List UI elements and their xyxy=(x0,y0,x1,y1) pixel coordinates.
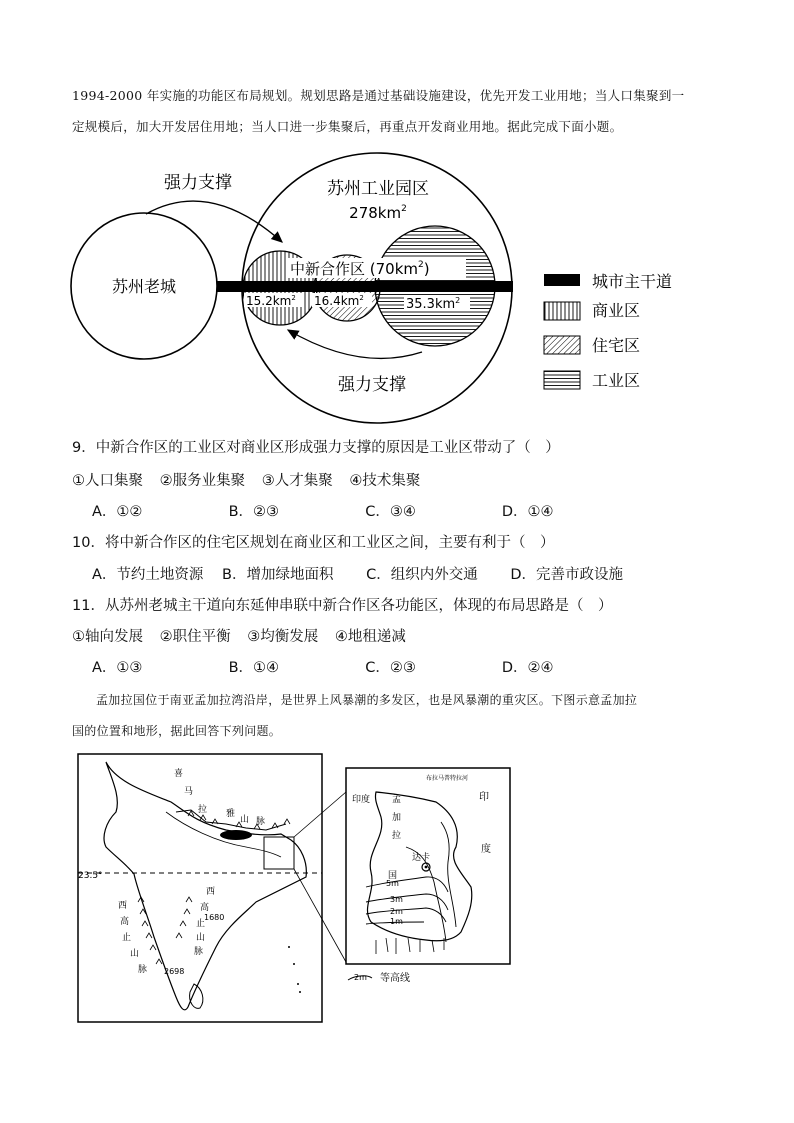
himalaya-char-2: 马 xyxy=(184,787,194,797)
question-9-items xyxy=(72,469,420,490)
legend-commercial-swatch xyxy=(544,302,580,320)
eg-char-1: 西 xyxy=(206,887,216,897)
contour-legend-value: 2m xyxy=(354,973,367,982)
legend-road-swatch xyxy=(544,274,580,286)
q10-choice-a[interactable]: A．节约土地资源 xyxy=(92,567,204,583)
contour-3m: 3m xyxy=(390,895,403,904)
support-arrow-top xyxy=(146,201,282,242)
q9-choice-c[interactable]: C．③④ xyxy=(365,504,416,520)
q9-choice-d[interactable]: D．①④ xyxy=(501,504,554,520)
bangladesh-map xyxy=(76,752,516,1026)
intro2-line-2: 国的位置和地形，据此回答下列问题。 xyxy=(72,724,282,738)
himalaya-char-6: 脉 xyxy=(256,817,266,827)
park-area: $278km^2$ xyxy=(349,204,407,222)
main-road xyxy=(217,281,513,292)
himalaya-massif xyxy=(220,830,252,840)
contour-2m: 2m xyxy=(390,907,403,916)
intro2-paragraph xyxy=(72,685,724,747)
bd-char-3: 拉 xyxy=(392,831,402,841)
wg-char-1: 西 xyxy=(118,901,128,911)
q11-item-1: ①轴向发展 xyxy=(72,629,143,645)
q9-item-4: ④技术集聚 xyxy=(349,473,421,489)
bd-char-2: 加 xyxy=(392,813,402,823)
question-11-items xyxy=(72,625,406,646)
industrial-area-label: $35.3km^2$ xyxy=(406,296,461,312)
himalaya-char-1: 喜 xyxy=(174,769,184,779)
contour-1m: 1m xyxy=(390,917,403,926)
zone-label: 中新合作区 $(70km^2)$ xyxy=(290,260,430,278)
intro2-line-1: 孟加拉国位于南亚孟加拉湾沿岸，是世界上风暴潮的多发区，也是风暴潮的重灾区。下图示意孟加拉 xyxy=(96,693,638,707)
india-left-label: 印度 xyxy=(352,795,371,805)
contour-5m: 5m xyxy=(386,879,399,888)
wg-char-3: 止 xyxy=(122,933,132,943)
intro-line-2: 定规模后，加大开发居住用地；当人口进一步集聚后，再重点开发商业用地。据此完成下面小题。 xyxy=(72,119,623,134)
brahmaputra-label: 布拉马普特拉河 xyxy=(426,775,469,782)
legend-industrial-swatch xyxy=(544,371,580,389)
q11-choice-c[interactable]: C．②③ xyxy=(365,660,416,676)
q10-choice-d[interactable]: D．完善市政设施 xyxy=(510,567,623,583)
question-9: 9．中新合作区的工业区对商业区形成强力支撑的原因是工业区带动了（ ） xyxy=(72,440,560,456)
legend-residential-swatch xyxy=(544,336,580,354)
contour-legend-label: 等高线 xyxy=(380,973,410,984)
wg-char-4: 山 xyxy=(130,949,140,959)
commercial-area-label: $15.2km^2$ xyxy=(246,294,296,308)
q11-item-3: ③均衡发展 xyxy=(247,629,319,645)
question-10: 10．将中新合作区的住宅区规划在商业区和工业区之间，主要有利于（ ） xyxy=(72,535,555,551)
eg-char-5: 脉 xyxy=(194,947,204,957)
intro-paragraph xyxy=(72,80,724,142)
himalaya-char-3: 拉 xyxy=(198,805,208,815)
residential-area-label: $16.4km^2$ xyxy=(314,294,364,308)
eg-char-2: 高 xyxy=(200,903,210,913)
legend-residential-label: 住宅区 xyxy=(592,336,641,355)
support-label-bottom: 强力支撑 xyxy=(338,375,406,395)
question-11: 11．从苏州老城主干道向东延伸串联中新合作区各功能区，体现的布局思路是（ ） xyxy=(72,598,613,614)
bd-char-4: 国 xyxy=(388,871,398,881)
india-right-char-1: 印 xyxy=(479,792,489,803)
q11-item-4: ④地租递减 xyxy=(334,629,406,645)
q11-choice-b[interactable]: B．①④ xyxy=(228,660,280,676)
wg-char-5: 脉 xyxy=(138,965,148,975)
bd-char-1: 孟 xyxy=(392,795,402,805)
q11-choice-d[interactable]: D．②④ xyxy=(501,660,554,676)
wg-char-2: 高 xyxy=(120,917,130,927)
q11-item-2: ②职住平衡 xyxy=(159,629,231,645)
q10-choice-b[interactable]: B．增加绿地面积 xyxy=(222,567,334,583)
question-9-choices xyxy=(92,500,634,521)
legend-commercial-label: 商业区 xyxy=(592,301,641,320)
legend-road-label: 城市主干道 xyxy=(592,272,673,291)
q9-item-3: ③人才集聚 xyxy=(261,473,333,489)
q9-item-2: ②服务业集聚 xyxy=(159,473,246,489)
q9-choice-a[interactable]: A．①② xyxy=(92,504,143,520)
park-title: 苏州工业园区 xyxy=(327,179,429,199)
question-10-choices xyxy=(92,563,637,584)
tropic-label: 23.5° xyxy=(78,871,103,881)
q10-choice-c[interactable]: C．组织内外交通 xyxy=(366,567,478,583)
q9-item-1: ①人口集聚 xyxy=(72,473,143,489)
himalaya-char-4: 雅 xyxy=(226,809,236,819)
old-city-label: 苏州老城 xyxy=(111,277,177,296)
q11-choice-a[interactable]: A．①③ xyxy=(92,660,143,676)
q9-choice-b[interactable]: B．②③ xyxy=(228,504,280,520)
eg-char-4: 山 xyxy=(196,933,206,943)
intro-line-1: 1994-2000 年实施的功能区布局规划。规划思路是通过基础设施建设，优先开发工业用地；当人口集聚到一 xyxy=(72,88,685,103)
question-11-choices xyxy=(92,656,634,677)
himalaya-char-5: 山 xyxy=(240,815,250,825)
suzhou-park-diagram xyxy=(60,150,740,430)
peak-2698: 2698 xyxy=(164,967,185,976)
dhaka-label: 达卡 xyxy=(412,853,431,863)
south-asia-map-frame xyxy=(78,754,322,1022)
peak-1680: 1680 xyxy=(204,913,225,922)
support-label-top: 强力支撑 xyxy=(164,173,232,193)
india-right-char-2: 度 xyxy=(481,844,491,855)
eg-char-3: 止 xyxy=(196,919,206,929)
legend-industrial-label: 工业区 xyxy=(592,371,641,390)
